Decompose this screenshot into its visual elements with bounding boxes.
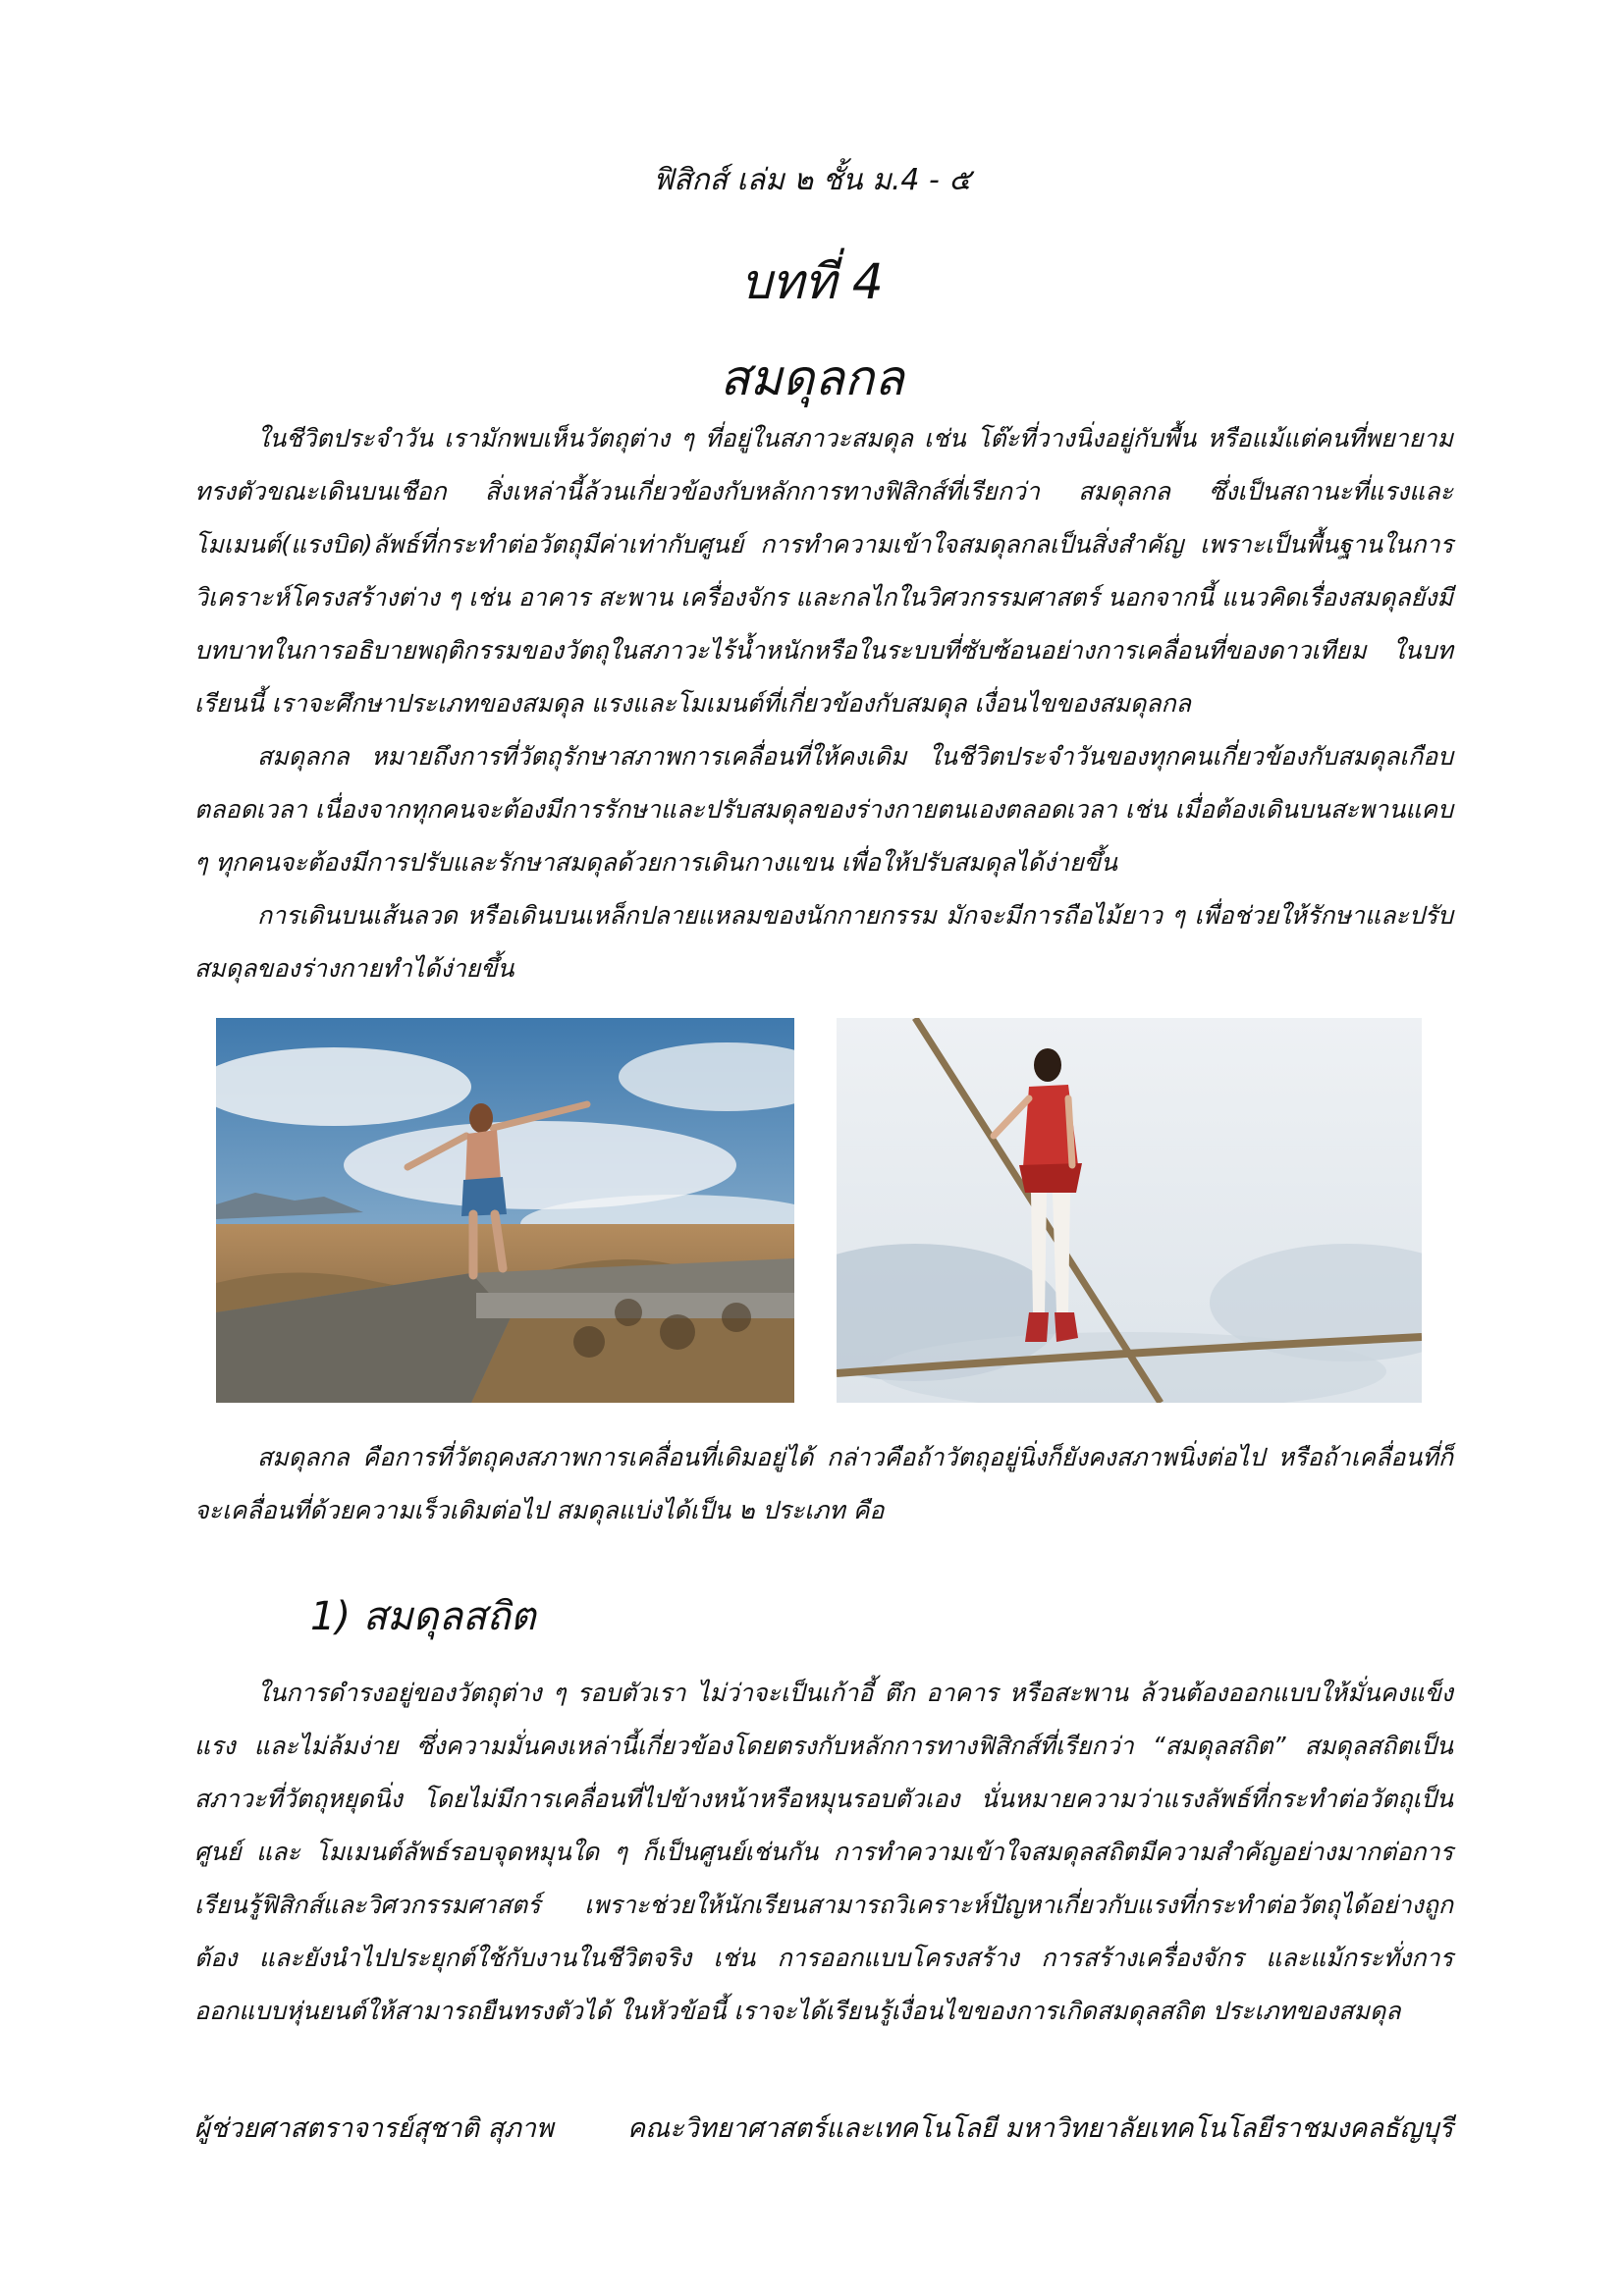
intro-paragraph-3: การเดินบนเส้นลวด หรือเดินบนเหล็กปลายแหลมของนักกายกรรม มักจะมีการถือไม้ยาว ๆ เพื่อช่วยให้รักษาและปรับสมดุลของร่างกายทำได้ง่ายขึ้น <box>194 901 1453 983</box>
photo-woman-balancing-on-wall <box>216 1018 794 1403</box>
running-header: ฟิสิกส์ เล่ม ๒ ชั้น ม.4 - ๕ <box>652 163 972 197</box>
intro-paragraph-2: สมดุลกล หมายถึงการที่วัตถุรักษาสภาพการเคลื่อนที่ให้คงเดิม ในชีวิตประจำวันของทุกคนเกี่ยวข้องกับสมดุลเกือบตลอดเวลา เนื่องจากทุกคนจะต้องมีการรักษาและปรับสมดุลของร่างกายตนเองตลอดเวลา เช่น เมื่อต้องเดินบนสะพานแคบ ๆ ทุกคนจะต้องมีการปรับและรักษาสมดุลด้วยการเดินกางแขน เพื่อให้ปรับสมดุลได้ง่ายขึ้น <box>194 742 1453 877</box>
section-text <box>194 1667 1453 2038</box>
footer-author: ผู้ช่วยศาสตราจารย์สุชาติ สุภาพ <box>194 2113 554 2144</box>
photo-woman-walking-on-rope <box>837 1018 1422 1403</box>
chapter-number: บทที่ 4 <box>740 253 884 310</box>
definition-text <box>194 1431 1453 1537</box>
section-heading-static-equilibrium: 1) สมดุลสถิต <box>310 1594 536 1639</box>
definition-paragraph: สมดุลกล คือการที่วัตถุคงสภาพการเคลื่อนที่เดิมอยู่ได้ กล่าวคือถ้าวัตถุอยู่นิ่งก็ยังคงสภาพนิ่งต่อไป หรือถ้าเคลื่อนที่ก็จะเคลื่อนที่ด้วยความเร็วเดิมต่อไป สมดุลแบ่งได้เป็น ๒ ประเภท คือ <box>194 1443 1453 1524</box>
chapter-title: สมดุลกล <box>720 349 904 406</box>
section-paragraph: ในการดำรงอยู่ของวัตถุต่าง ๆ รอบตัวเรา ไม่ว่าจะเป็นเก้าอี้ ตึก อาคาร หรือสะพาน ล้วนต้องออกแบบให้มั่นคงแข็งแรง และไม่ล้มง่าย ซึ่งความมั่นคงเหล่านี้เกี่ยวข้องโดยตรงกับหลักการทางฟิสิกส์ที่เรียกว่า “สมดุลสถิต” สมดุลสถิตเป็นสภาวะที่วัตถุหยุดนิ่ง โดยไม่มีการเคลื่อนที่ไปข้างหน้าหรือหมุนรอบตัวเอง นั่นหมายความว่าแรงลัพธ์ที่กระทำต่อวัตถุเป็นศูนย์ และ โมเมนต์ลัพธ์รอบจุดหมุนใด ๆ ก็เป็นศูนย์เช่นกัน การทำความเข้าใจสมดุลสถิตมีความสำคัญอย่างมากต่อการเรียนรู้ฟิสิกส์และวิศวกรรมศาสตร์ เพราะช่วยให้นักเรียนสามารถวิเคราะห์ปัญหาเกี่ยวกับแรงที่กระทำต่อวัตถุได้อย่างถูกต้อง และยังนำไปประยุกต์ใช้กับงานในชีวิตจริง เช่น การออกแบบโครงสร้าง การสร้างเครื่องจักร และแม้กระทั่งการออกแบบหุ่นยนต์ให้สามารถยืนทรงตัวได้ ในหัวข้อนี้ เราจะได้เรียนรู้เงื่อนไขของการเกิดสมดุลสถิต ประเภทของสมดุล <box>194 1679 1453 2025</box>
intro-text <box>194 412 1453 995</box>
footer-affiliation: คณะวิทยาศาสตร์และเทคโนโลยี มหาวิทยาลัยเทคโนโลยีราชมงคลธัญบุรี <box>627 2113 1453 2144</box>
intro-paragraph-1: ในชีวิตประจำวัน เรามักพบเห็นวัตถุต่าง ๆ ที่อยู่ในสภาวะสมดุล เช่น โต๊ะที่วางนิ่งอยู่กับพื้น หรือแม้แต่คนที่พยายามทรงตัวขณะเดินบนเชือก สิ่งเหล่านี้ล้วนเกี่ยวข้องกับหลักการทางฟิสิกส์ที่เรียกว่า สมดุลกล ซึ่งเป็นสถานะที่แรงและ โมเมนต์(แรงบิด)ลัพธ์ที่กระทำต่อวัตถุมีค่าเท่ากับศูนย์ การทำความเข้าใจสมดุลกลเป็นสิ่งสำคัญ เพราะเป็นพื้นฐานในการวิเคราะห์โครงสร้างต่าง ๆ เช่น อาคาร สะพาน เครื่องจักร และกลไกในวิศวกรรมศาสตร์ นอกจากนี้ แนวคิดเรื่องสมดุลยังมีบทบาทในการอธิบายพฤติกรรมของวัตถุในสภาวะไร้น้ำหนักหรือในระบบที่ซับซ้อนอย่างการเคลื่อนที่ของดาวเทียม ในบทเรียนนี้ เราจะศึกษาประเภทของสมดุล แรงและโมเมนต์ที่เกี่ยวข้องกับสมดุล เงื่อนไขของสมดุลกล <box>194 424 1453 718</box>
